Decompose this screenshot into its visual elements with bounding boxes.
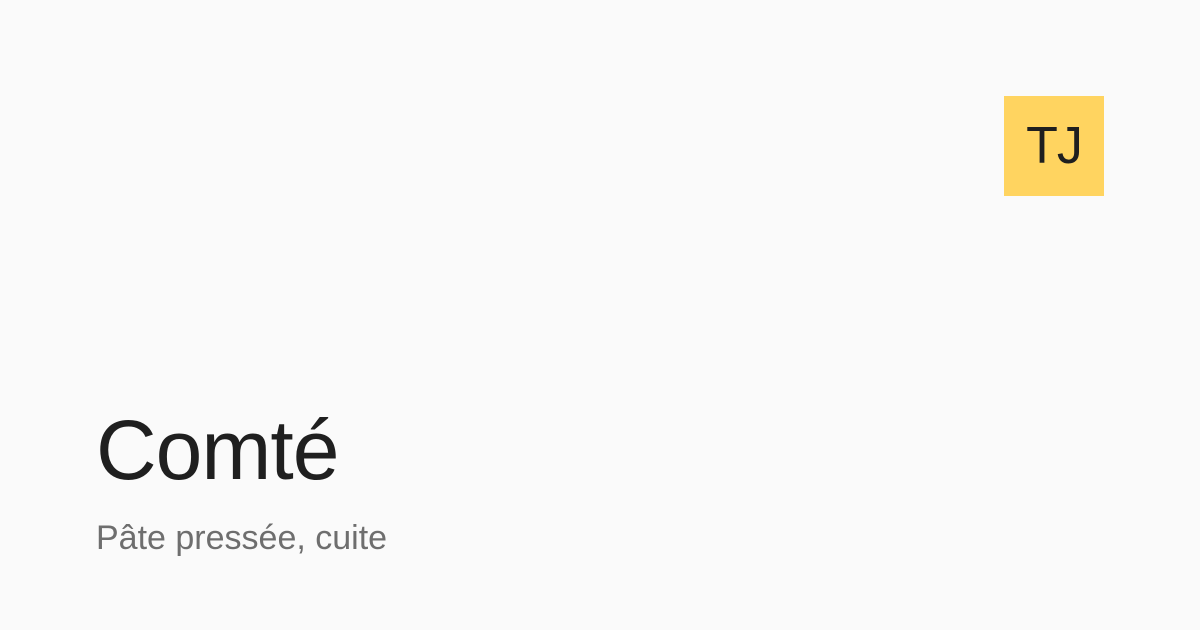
logo-badge — [1004, 96, 1104, 196]
logo-text: TJ — [1026, 117, 1082, 175]
page-subtitle: Pâte pressée, cuite — [96, 519, 388, 557]
page-title: Comté — [96, 403, 339, 497]
